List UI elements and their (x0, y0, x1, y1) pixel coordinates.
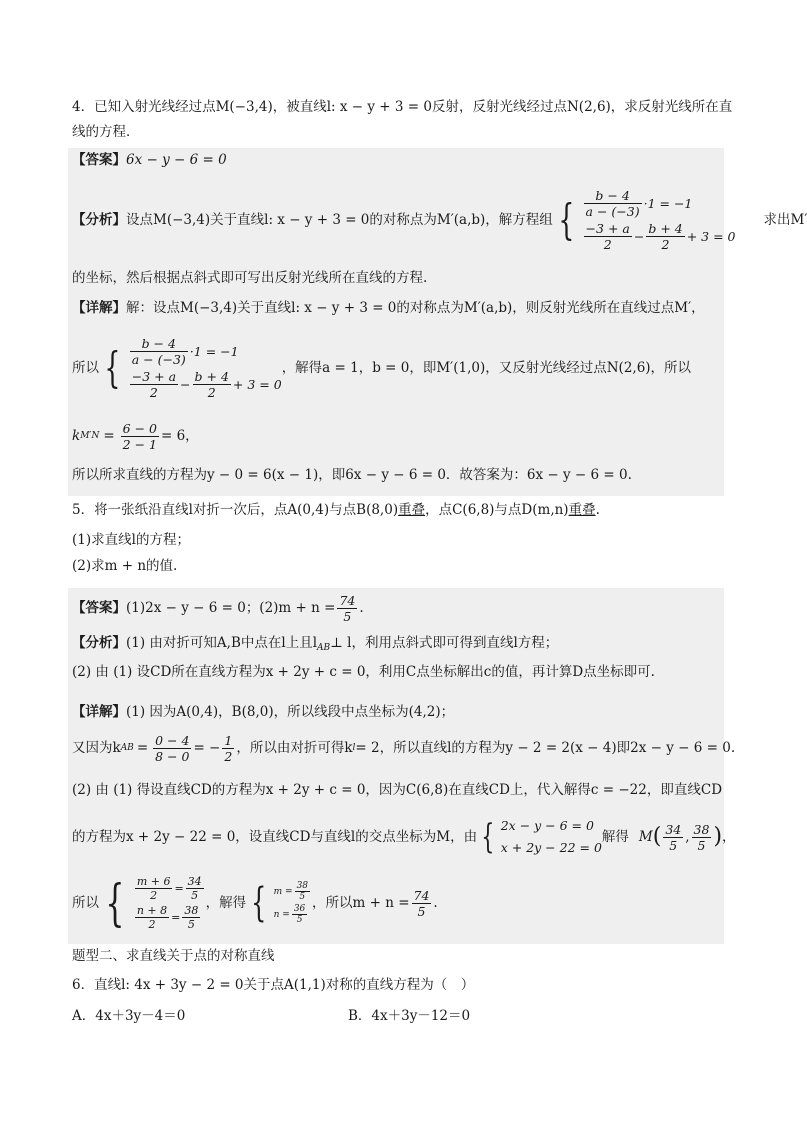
analysis-tag: 【分析】 (72, 635, 126, 651)
q4-stem-line2: 线的方程． (72, 124, 140, 140)
q4-analysis-line2: 的坐标，然后根据点斜式即可写出反射光线所在直线的方程. (72, 270, 428, 286)
q5-detail-line3: (2) 由 (1) 得设直线CD的方程为x + 2y + c = 0，因为C(6,8)在直线CD上，代入解得c = −22，即直线CD (72, 782, 723, 798)
q5-subquestion-1: (1)求直线l的方程； (72, 532, 190, 548)
section-heading: 题型二、求直线关于点的对称直线 (72, 948, 275, 964)
q4-detail-slope: k M′N = $\frac{6 - 0}{2 - 1}$ = 6， (72, 420, 199, 452)
q4-detail-line2: 所以 { $\frac{b - 4}{a - (-3)}$ ·1 = −1 $\frac{-3 + a}{2}$ − $\frac{b + 4}{2}$ + 3 = 0 ，解得a = 1，b = 0，即M′(1,0)，又反射光线经过点N(2,6)，所以 (72, 336, 692, 400)
equation-system: { 2x − y − 6 = 0 x + 2y − 22 = 0 (481, 817, 602, 857)
equation-system: { $\frac{m + 6}{2}$ = $\frac{34}{5}$ $\frac{n + 8}{2}$ = $\frac{38}{5}$ (105, 874, 202, 932)
q5-detail-line5: 所以 { $\frac{m + 6}{2}$ = $\frac{34}{5}$ $\frac{n + 8}{2}$ = $\frac{38}{5}$ ，解得 { m = $\frac{38}{5}$ n = $\frac{36}{5}$ ，所以m + n = $\frac{74}{5}$ . (72, 874, 438, 932)
q4-analysis: 【分析】 设点M(−3,4)关于直线l: x − y + 3 = 0的对称点为M′(a,b)，解方程组 { $\frac{b - 4}{a - (-3)}$ ·1 = −1 $\frac{-3 + a}{2}$ − $\frac{b + 4}{2}$ + 3 = 0 求出M′ (72, 188, 807, 252)
q5-stem-line1: 5．将一张纸沿直线l对折一次后，点A(0,4)与点B(8,0)重叠，点C(6,8)与点D(m,n)重叠. (72, 502, 600, 518)
q4-detail-line4: 所以所求直线的方程为y − 0 = 6(x − 1)，即6x − y − 6 = 0．故答案为：6x − y − 6 = 0. (72, 467, 632, 483)
answer-tag: 【答案】 (72, 600, 126, 616)
answer-tag: 【答案】 (72, 152, 126, 168)
q5-detail-line2: 又因为k AB = $\frac{0 - 4}{8 - 0}$ = − $\frac{1}{2}$ ，所以由对折可得k l = 2，所以直线l的方程为y − 2 = 2(x − 4)即2x − y − 6 = 0. (72, 732, 736, 764)
q6-option-a: A．4x＋3y－4＝0 (72, 1008, 186, 1024)
q5-answer: 【答案】 (1)2x − y − 6 = 0；(2)m + n = $\frac{74}{5}$ . (72, 592, 364, 624)
q6-option-b: B．4x＋3y－12＝0 (348, 1008, 471, 1024)
q5-analysis-line2: (2) 由 (1) 设CD所在直线方程为x + 2y + c = 0，利用C点坐标解出c的值，再计算D点坐标即可. (72, 664, 655, 680)
equation-system: { $\frac{b - 4}{a - (-3)}$ ·1 = −1 $\frac{-3 + a}{2}$ − $\frac{b + 4}{2}$ + 3 = 0 (558, 188, 736, 252)
q4-stem-line1: 4．已知入射光线经过点M(−3,4)，被直线l: x − y + 3 = 0反射，反射光线经过点N(2,6)，求反射光线所在直 (72, 99, 733, 115)
q5-detail-line1: 【详解】(1) 因为A(0,4)，B(8,0)，所以线段中点坐标为(4,2)； (72, 704, 455, 720)
detail-tag: 【详解】 (72, 300, 126, 316)
q5-subquestion-2: (2)求m + n的值. (72, 558, 178, 574)
analysis-tag: 【分析】 (72, 212, 126, 228)
detail-tag: 【详解】 (72, 704, 126, 720)
q5-detail-line4: 的方程为x + 2y − 22 = 0，设直线CD与直线l的交点坐标为M，由 { 2x − y − 6 = 0 x + 2y − 22 = 0 解得 M ( $\frac{34}{5}$ , $\frac{38}{5}$ ) ， (72, 817, 736, 857)
q6-stem: 6．直线l: 4x + 3y − 2 = 0关于点A(1,1)对称的直线方程为（ ） (72, 977, 475, 993)
equation-system: { $\frac{b - 4}{a - (-3)}$ ·1 = −1 $\frac{-3 + a}{2}$ − $\frac{b + 4}{2}$ + 3 = 0 (104, 336, 282, 400)
q4-detail-line1: 【详解】解：设点M(−3,4)关于直线l: x − y + 3 = 0的对称点为M′(a,b)，则反射光线所在直线过点M′， (72, 300, 705, 316)
q5-analysis-line1: 【分析】(1) 由对折可知A,B中点在l上且$l_{AB}\perp$ l，利用点斜式即可得到直线l方程； (72, 635, 559, 653)
equation-system: { m = $\frac{38}{5}$ n = $\frac{36}{5}$ (251, 880, 309, 926)
q4-answer: 【答案】6x − y − 6 = 0 (72, 152, 227, 168)
